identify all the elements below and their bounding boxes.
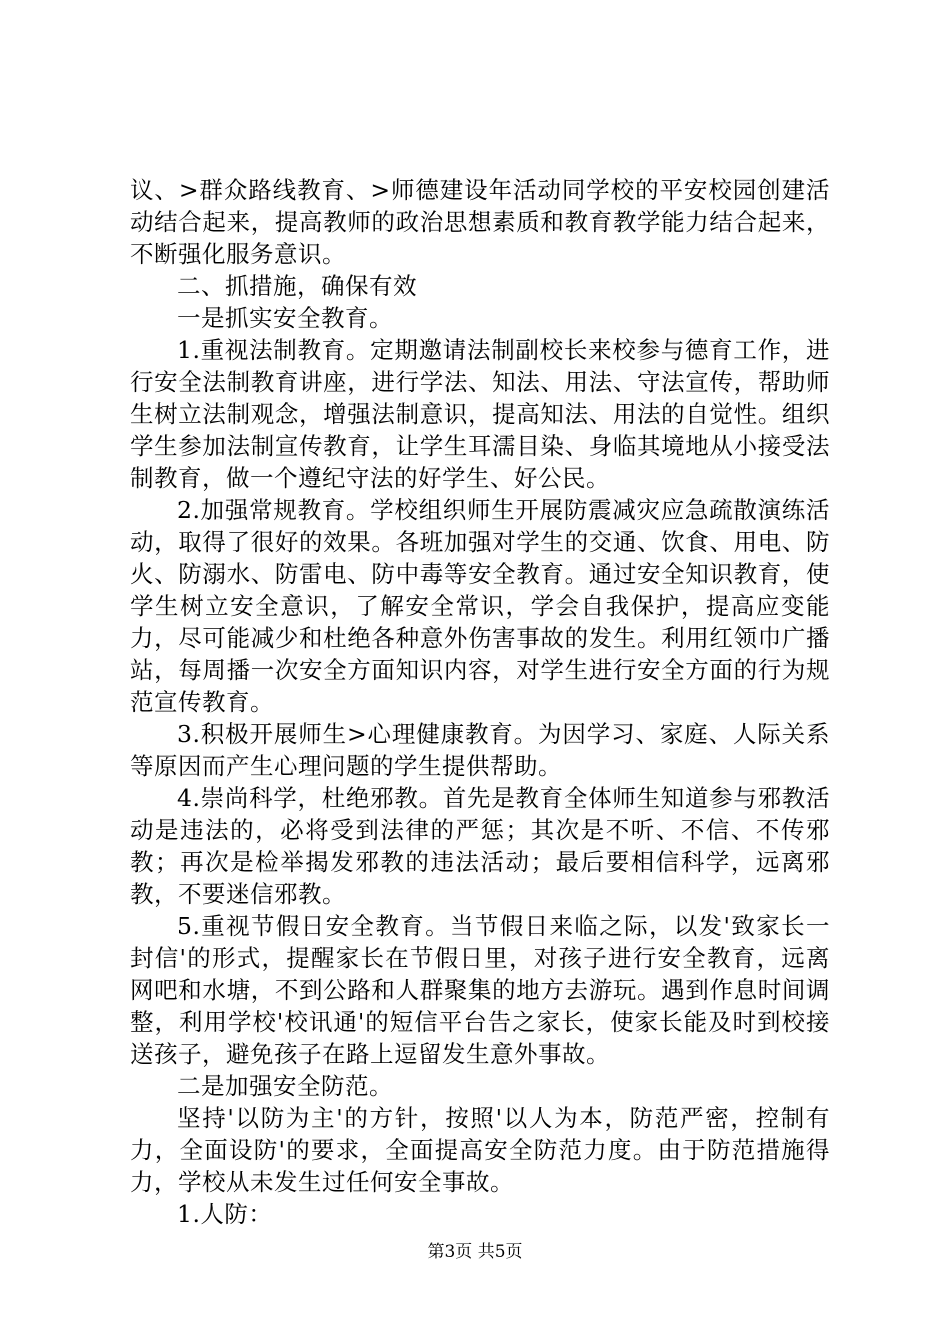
paragraph-mental-health: 3.积极开展师生>心理健康教育。为因学习、家庭、人际关系等原因而产生心理问题的学生提供帮助。 xyxy=(130,720,830,780)
paragraph-continuation: 议、>群众路线教育、>师德建设年活动同学校的平安校园创建活动结合起来，提高教师的政治思想素质和教育教学能力结合起来，不断强化服务意识。 xyxy=(130,176,830,268)
paragraph-personnel-prevention: 1.人防： xyxy=(177,1200,273,1228)
paragraph-prevention-policy: 坚持'以防为主'的方针，按照'以人为本，防范严密，控制有力，全面设防'的要求，全面提高安全防范力度。由于防范措施得力，学校从未发生过任何安全事故。 xyxy=(130,1104,830,1196)
subheading-safety-prevention: 二是加强安全防范。 xyxy=(177,1072,393,1100)
section-heading-measures: 二、抓措施，确保有效 xyxy=(177,272,417,300)
paragraph-legal-education: 1.重视法制教育。定期邀请法制副校长来校参与德育工作，进行安全法制教育讲座，进行学法、知法、用法、守法宣传，帮助师生树立法制观念，增强法制意识，提高知法、用法的自觉性。组织学生参加法制宣传教育，让学生耳濡目染、身临其境地从小接受法制教育，做一个遵纪守法的好学生、好公民。 xyxy=(130,336,830,492)
page-number-footer: 第3页 共5页 xyxy=(427,1242,523,1262)
paragraph-science: 4.崇尚科学，杜绝邪教。首先是教育全体师生知道参与邪教活动是违法的，必将受到法律的严惩；其次是不听、不信、不传邪教；再次是检举揭发邪教的违法活动；最后要相信科学，远离邪教，不要迷信邪教。 xyxy=(130,784,830,908)
subheading-safety-education: 一是抓实安全教育。 xyxy=(177,304,393,332)
document-body xyxy=(130,174,830,1230)
paragraph-holiday-safety: 5.重视节假日安全教育。当节假日来临之际，以发'致家长一封信'的形式，提醒家长在节假日里，对孩子进行安全教育，远离网吧和水塘，不到公路和人群聚集的地方去游玩。遇到作息时间调整，利用学校'校讯通'的短信平台告之家长，使家长能及时到校接送孩子，避免孩子在路上逗留发生意外事故。 xyxy=(130,912,830,1068)
paragraph-routine-education: 2.加强常规教育。学校组织师生开展防震减灾应急疏散演练活动，取得了很好的效果。各班加强对学生的交通、饮食、用电、防火、防溺水、防雷电、防中毒等安全教育。通过安全知识教育，使学生树立安全意识，了解安全常识，学会自我保护，提高应变能力，尽可能减少和杜绝各种意外伤害事故的发生。利用红领巾广播站，每周播一次安全方面知识内容，对学生进行安全方面的行为规范宣传教育。 xyxy=(130,496,830,716)
